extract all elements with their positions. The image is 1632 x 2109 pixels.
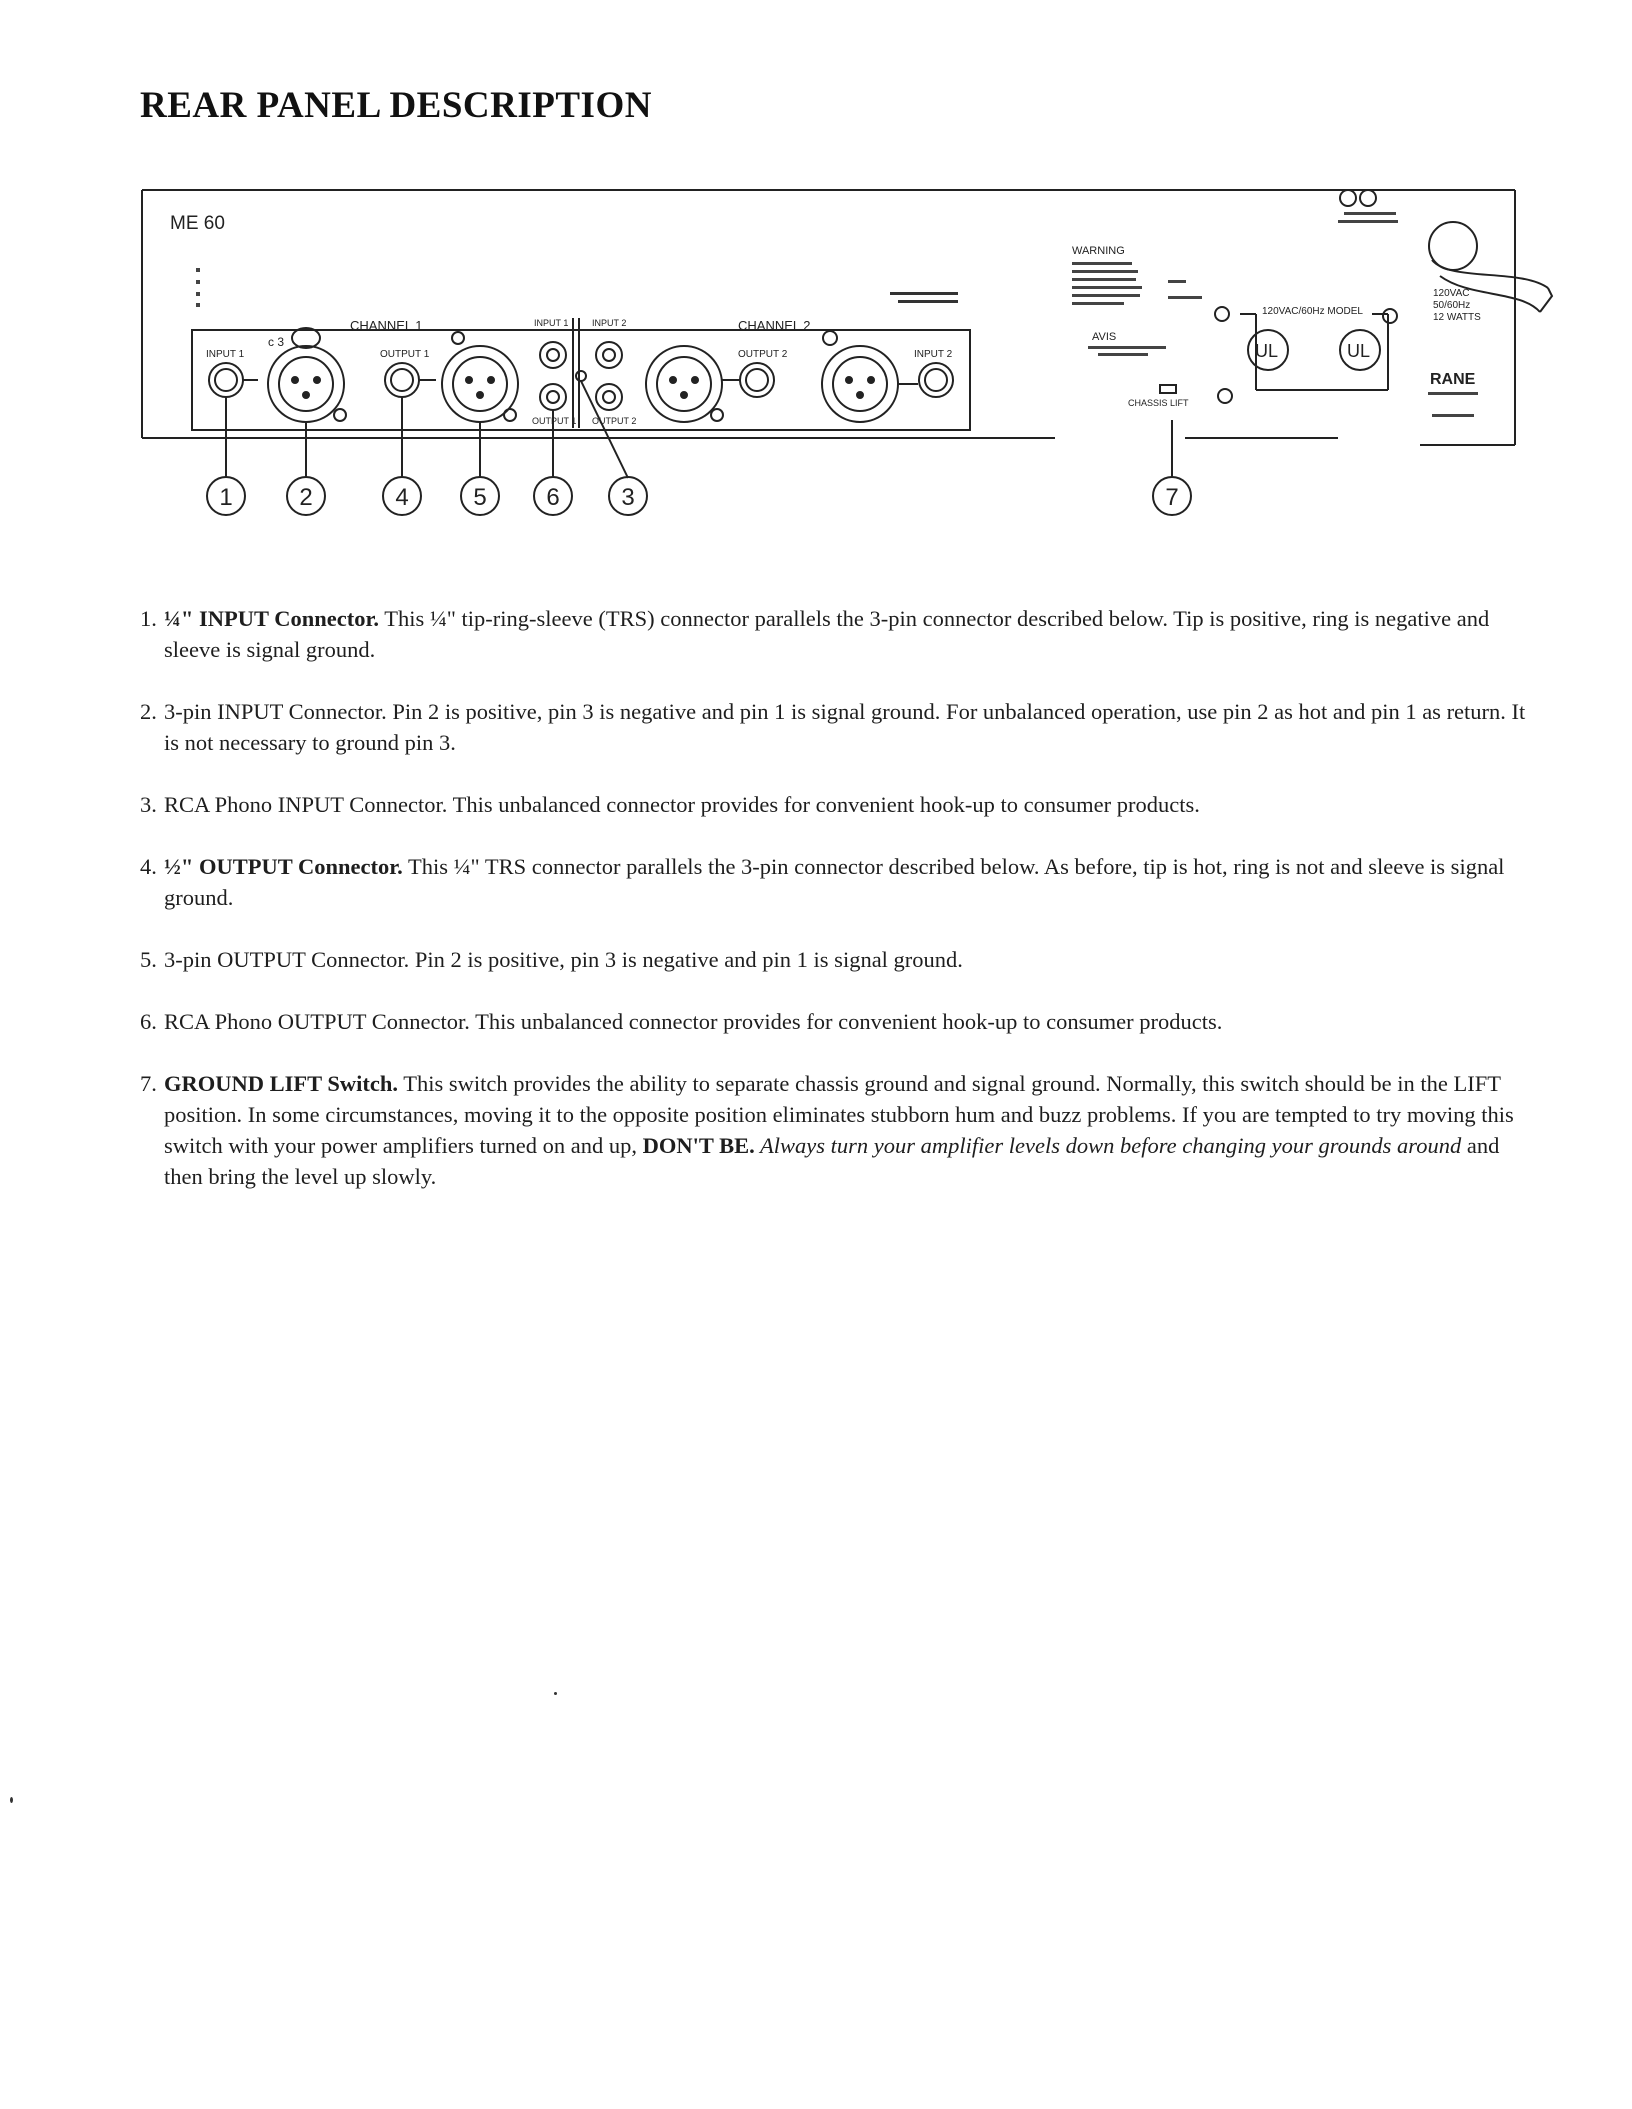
callout-6 bbox=[534, 477, 572, 515]
trs-output-connector-1 bbox=[385, 332, 464, 397]
label-fine-print bbox=[1338, 212, 1398, 223]
ul-mark-left: UL bbox=[1255, 341, 1279, 361]
item-number: 2. bbox=[140, 699, 157, 724]
svg-text:5: 5 bbox=[473, 484, 487, 511]
input2-label: INPUT 2 bbox=[914, 349, 953, 360]
list-item bbox=[140, 603, 1530, 665]
ground-lift-label: CHASSIS LIFT bbox=[1128, 398, 1189, 408]
item-body: Pin 2 is positive, pin 3 is negative and pin 1 is signal ground. For unbalanced operation, use pin 2 as hot and pin 1 as return. It is not necessary to ground pin 3. bbox=[164, 699, 1526, 755]
power-rating-1: 120VAC bbox=[1433, 288, 1470, 299]
xlr-output-connector-1 bbox=[442, 346, 518, 422]
channel2-label: CHANNEL 2 bbox=[738, 318, 811, 333]
item-heading: RCA Phono OUTPUT Connector. bbox=[164, 1009, 470, 1034]
item-heading: ¼" INPUT Connector. bbox=[164, 606, 380, 631]
trs-input-connector-1 bbox=[209, 363, 258, 397]
output1-label: OUTPUT 1 bbox=[380, 349, 430, 360]
item-body: This switch provides the ability to separate chassis ground and signal ground. Normally, this switch should be in the LIFT position. In some circumstances, moving it to the opposite position eliminates stubborn hum and buzz problems. If you are tempted to try moving this switch with your power amplifiers turned on and up, bbox=[164, 1071, 1514, 1158]
item-heading: RCA Phono INPUT Connector. bbox=[164, 792, 448, 817]
callout-4 bbox=[383, 477, 421, 515]
item-number: 6. bbox=[140, 1009, 157, 1034]
description-list bbox=[140, 603, 1530, 1223]
brand-fine-print bbox=[1428, 392, 1478, 417]
item-body: This ¼" tip-ring-sleeve (TRS) connector parallels the 3-pin connector described below. Tip is positive, ring is negative and sleeve is signal ground. bbox=[164, 606, 1490, 662]
model-label: ME 60 bbox=[170, 213, 225, 234]
item-body: This unbalanced connector provides for convenient hook-up to consumer products. bbox=[447, 792, 1200, 817]
item-body: This unbalanced connector provides for convenient hook-up to consumer products. bbox=[469, 1009, 1223, 1034]
item-body: Pin 2 is positive, pin 3 is negative and pin 1 is signal ground. bbox=[409, 947, 963, 972]
rca-output2-label: OUTPUT 2 bbox=[592, 416, 637, 426]
callout-3 bbox=[609, 477, 647, 515]
list-item bbox=[140, 1068, 1530, 1192]
svg-text:4: 4 bbox=[395, 484, 409, 511]
power-rating-3: 12 WATTS bbox=[1433, 312, 1481, 323]
callout-5 bbox=[461, 477, 499, 515]
callout-1 bbox=[207, 477, 245, 515]
rca-output1-label: OUTPUT 1 bbox=[532, 416, 577, 426]
warning-fine-print bbox=[1072, 262, 1202, 305]
item-heading: 3-pin INPUT Connector. bbox=[164, 699, 387, 724]
svg-text:2: 2 bbox=[299, 484, 313, 511]
avis-label: AVIS bbox=[1092, 331, 1117, 343]
item-heading: GROUND LIFT Switch. bbox=[164, 1071, 398, 1096]
channel1-label: CHANNEL 1 bbox=[350, 318, 423, 333]
page-title: REAR PANEL DESCRIPTION bbox=[140, 85, 652, 126]
warning-label: WARNING bbox=[1072, 245, 1125, 257]
item-number: 5. bbox=[140, 947, 157, 972]
item-tail: and then bring the level up slowly. bbox=[164, 1133, 1500, 1189]
item-number: 1. bbox=[140, 606, 157, 631]
brand-logo: RANE bbox=[1430, 371, 1476, 388]
item-number: 4. bbox=[140, 854, 157, 879]
avis-fine-print bbox=[1088, 346, 1166, 356]
scan-speck bbox=[10, 1797, 13, 1803]
item-body: This ¼" TRS connector parallels the 3-pin connector described below. As before, tip is hot, ring is not and sleeve is signal ground. bbox=[164, 854, 1505, 910]
fine-print bbox=[890, 292, 958, 303]
list-item bbox=[140, 851, 1530, 913]
callout-7 bbox=[1153, 477, 1191, 515]
svg-text:1: 1 bbox=[219, 484, 233, 511]
rca-input2-label: INPUT 2 bbox=[592, 318, 627, 328]
trs-input-connector-2 bbox=[919, 363, 953, 397]
small-markings bbox=[196, 268, 200, 307]
voltage-model-label: 120VAC/60Hz MODEL bbox=[1262, 306, 1363, 317]
list-item bbox=[140, 696, 1530, 758]
ul-mark-right: UL bbox=[1347, 341, 1371, 361]
scan-speck bbox=[554, 1692, 557, 1695]
item-heading: ½" OUTPUT Connector. bbox=[164, 854, 403, 879]
power-rating-2: 50/60Hz bbox=[1433, 300, 1471, 311]
item-emphasis: DON'T BE. bbox=[642, 1133, 755, 1158]
rca-input1-label: INPUT 1 bbox=[534, 318, 569, 328]
item-number: 3. bbox=[140, 792, 157, 817]
list-item bbox=[140, 1006, 1530, 1037]
input1-label: INPUT 1 bbox=[206, 349, 245, 360]
item-italic: Always turn your amplifier levels down before changing your grounds around bbox=[754, 1133, 1462, 1158]
callout-2 bbox=[287, 477, 325, 515]
rear-panel-diagram bbox=[0, 0, 1632, 560]
list-item bbox=[140, 789, 1530, 820]
xlr-output-connector-2 bbox=[646, 346, 723, 422]
trs-output-connector-2 bbox=[722, 363, 774, 397]
xlr-input-connector-2 bbox=[822, 331, 918, 422]
item-heading: 3-pin OUTPUT Connector. bbox=[164, 947, 410, 972]
output2-label: OUTPUT 2 bbox=[738, 349, 788, 360]
svg-text:3: 3 bbox=[621, 484, 635, 511]
svg-text:7: 7 bbox=[1165, 484, 1179, 511]
item-number: 7. bbox=[140, 1071, 157, 1096]
ground-lift-switch bbox=[1160, 385, 1176, 438]
list-item bbox=[140, 944, 1530, 975]
xlr-pin-marks: c 3 bbox=[268, 335, 285, 349]
svg-text:6: 6 bbox=[546, 484, 560, 511]
